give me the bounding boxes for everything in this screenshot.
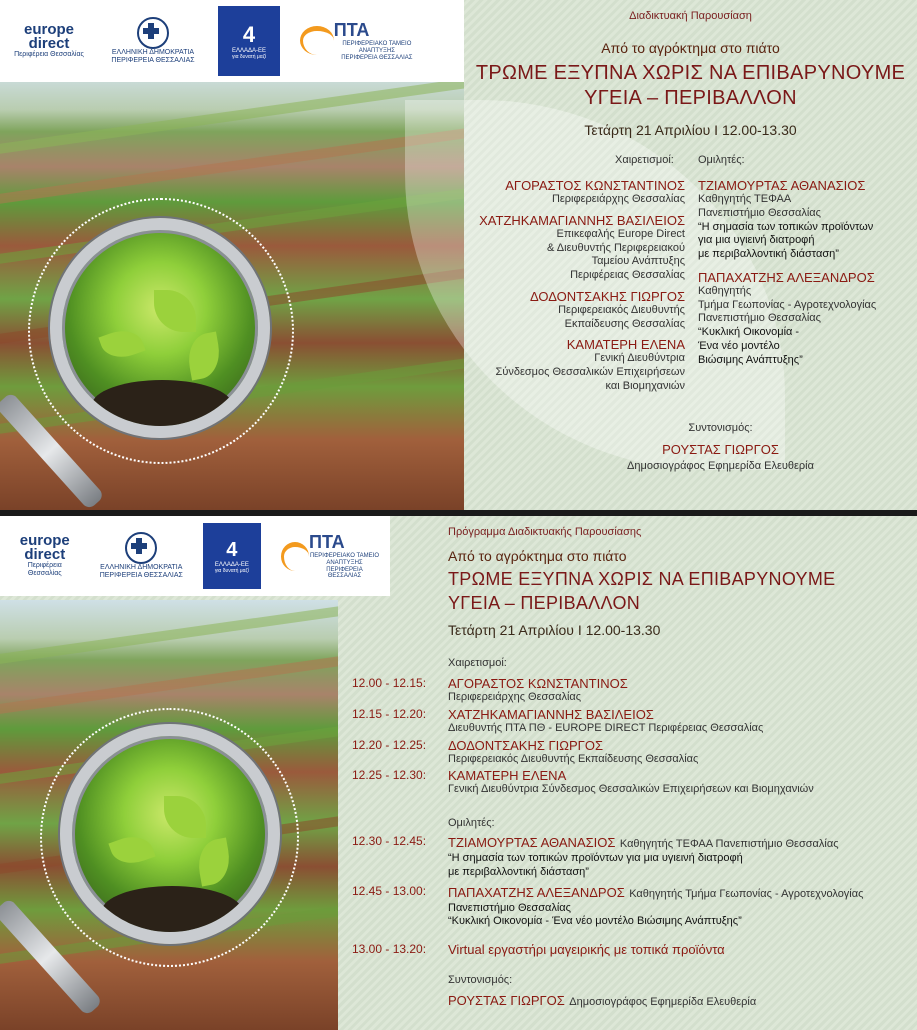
person-role: Πανεπιστήμιο Θεσσαλίας <box>698 312 821 325</box>
person-role: Περιφερειάρχης Θεσσαλίας <box>551 193 685 205</box>
seedling-leaf-icon <box>164 796 206 838</box>
schedule-details <box>448 834 839 880</box>
greeting-entry <box>385 289 685 332</box>
talk-title: “Η σημασία των τοπικών προϊόντων για μια υγιεινή διατροφή <box>448 852 743 864</box>
person-role: Τμήμα Γεωπονίας - Αγροτεχνολογίας <box>698 298 877 311</box>
greek-emblem-icon <box>137 17 169 49</box>
moderator-row <box>448 992 756 1010</box>
greek-emblem-icon <box>125 532 157 564</box>
subtitle: Από το αγρόκτημα στο πιάτο <box>601 40 780 56</box>
schedule-time: 12.15 - 12.20: <box>352 706 427 721</box>
event-date: Τετάρτη 21 Απριλίου I 12.00-13.30 <box>584 122 797 138</box>
person-name: ΠΑΠΑΧΑΤΖΗΣ ΑΛΕΞΑΝΔΡΟΣ <box>698 269 875 285</box>
schedule-details <box>448 884 863 930</box>
speaker-line <box>448 884 863 902</box>
person-role: Περιφερειακός Διευθυντής Εκπαίδευσης Θεσσαλίας <box>448 752 699 765</box>
person-name: ΚΑΜΑΤΕΡΗ ΕΛΕΝΑ <box>448 768 567 784</box>
schedule-details <box>448 676 628 705</box>
person-name: ΠΑΠΑΧΑΤΖΗΣ ΑΛΕΞΑΝΔΡΟΣ <box>448 884 625 900</box>
workshop-time: 13.00 - 13.20: <box>352 942 427 956</box>
espa-logo: 4 ΕΛΛΑΔΑ-ΕΕ για δυνατή μαζί <box>218 6 280 76</box>
person-role: Καθηγητής ΤΕΦΑΑ <box>698 193 792 205</box>
greetings-list <box>385 178 685 400</box>
schedule-row <box>352 834 912 880</box>
pta-logo: ΠΤΑ ΠΕΡΙΦΕΡΕΙΑΚΟ ΤΑΜΕΙΟ ΑΝΑΠΤΥΞΗΣ ΠΕΡΙΦΕΡΕΙΑ ΘΕΣΣΑΛΙΑΣ <box>281 532 380 581</box>
person-name: ΧΑΤΖΗΚΑΜΑΓΙΑΝΝΗΣ ΒΑΣΙΛΕΙΟΣ <box>448 706 654 722</box>
schedule-details <box>448 738 698 767</box>
espa-logo: 4 ΕΛΛΑΔΑ-ΕΕ για δυνατή μαζί <box>203 523 261 589</box>
hellenic-republic-logo: ΕΛΛΗΝΙΚΗ ΔΗΜΟΚΡΑΤΙΑ ΠΕΡΙΦΕΡΕΙΑ ΘΕΣΣΑΛΙΑΣ <box>100 532 183 580</box>
poster-overview <box>0 0 917 510</box>
subtitle: Από το αγρόκτημα στο πιάτο <box>448 548 627 564</box>
talk-title: με περιβαλλοντική διάσταση” <box>448 865 589 878</box>
moderator-role: Δημοσιογράφος Εφημερίδα Ελευθερία <box>627 460 814 472</box>
speakers-label: Ομιλητές: <box>698 154 745 166</box>
greetings-label: Χαιρετισμοί: <box>615 154 674 166</box>
workshop-text: Virtual εργαστήρι μαγειρικής με τοπικά προϊόντα <box>448 942 725 957</box>
person-role: Περιφέρειας Θεσσαλίας <box>570 269 685 281</box>
event-date: Τετάρτη 21 Απριλίου I 12.00-13.30 <box>448 622 661 638</box>
person-role: Εκπαίδευσης Θεσσαλίας <box>564 317 685 330</box>
talk-title: “Η σημασία των τοπικών προϊόντων <box>698 220 874 233</box>
magnifier-seedling-image <box>50 218 270 438</box>
greetings-schedule <box>352 676 912 799</box>
header-label: Πρόγραμμα Διαδικτυακής Παρουσίασης <box>448 526 642 538</box>
title-line-1: ΤΡΩΜΕ ΕΞΥΠΝΑ ΧΩΡΙΣ ΝΑ ΕΠΙΒΑΡΥΝΟΥΜΕ <box>475 62 906 84</box>
title-line-2: ΥΓΕΙΑ – ΠΕΡΙΒΑΛΛΟΝ <box>584 87 797 109</box>
talk-title: για μια υγιεινή διατροφή <box>698 234 815 247</box>
person-role: Καθηγητής ΤΕΦΑΑ Πανεπιστήμιο Θεσσαλίας <box>619 838 839 850</box>
person-role: και Βιομηχανιών <box>605 379 685 392</box>
moderator-label: Συντονισμός: <box>448 974 513 986</box>
schedule-row <box>352 768 912 797</box>
header-label: Διαδικτυακή Παρουσίαση <box>629 10 752 22</box>
schedule-time: 12.45 - 13.00: <box>352 883 427 898</box>
person-name: ΤΖΙΑΜΟΥΡΤΑΣ ΑΘΑΝΑΣΙΟΣ <box>698 178 866 193</box>
schedule-time: 12.20 - 12.25: <box>352 737 427 752</box>
schedule-row <box>352 676 912 705</box>
person-name: ΑΓΟΡΑΣΤΟΣ ΚΩΝΣΤΑΝΤΙΝΟΣ <box>505 178 685 193</box>
pta-arc-icon <box>281 542 309 571</box>
talk-title: Βιώσιμης Ανάπτυξης” <box>698 353 803 366</box>
speaker-line <box>448 834 839 852</box>
title-line-1: ΤΡΩΜΕ ΕΞΥΠΝΑ ΧΩΡΙΣ ΝΑ ΕΠΙΒΑΡΥΝΟΥΜΕ <box>448 569 836 589</box>
person-role: Γενική Διευθύντρια <box>594 352 685 365</box>
magnifier-seedling-image <box>60 724 280 944</box>
person-role: Επικεφαλής Europe Direct <box>556 227 685 240</box>
poster-programme <box>0 516 917 1030</box>
schedule-details <box>448 768 814 797</box>
person-name: ΑΓΟΡΑΣΤΟΣ ΚΩΝΣΤΑΝΤΙΝΟΣ <box>448 676 628 691</box>
speakers-schedule <box>352 834 912 933</box>
person-name: ΔΟΔΟΝΤΣΑΚΗΣ ΓΙΩΡΓΟΣ <box>448 737 603 753</box>
person-role: Ταμείου Ανάπτυξης <box>591 255 685 268</box>
logo-bar <box>0 516 390 596</box>
person-role: Περιφερειάρχης Θεσσαλίας <box>448 691 582 703</box>
schedule-time: 12.00 - 12.15: <box>352 676 427 690</box>
person-name: ΚΑΜΑΤΕΡΗ ΕΛΕΝΑ <box>566 337 685 353</box>
person-role: Σύνδεσμος Θεσσαλικών Επιχειρήσεων <box>495 366 685 378</box>
moderator-label: Συντονισμός: <box>688 422 753 434</box>
schedule-time: 12.30 - 12.45: <box>352 834 427 848</box>
title-line-2: ΥΓΕΙΑ – ΠΕΡΙΒΑΛΛΟΝ <box>448 593 641 613</box>
schedule-details <box>448 707 763 736</box>
schedule-row <box>352 884 912 930</box>
moderator-name: ΡΟΥΣΤΑΣ ΓΙΩΡΓΟΣ <box>662 442 779 457</box>
person-role: & Διευθυντής Περιφερειακού <box>547 241 685 254</box>
person-role: Καθηγητής <box>698 284 752 297</box>
europe-direct-logo: europe direct Περιφέρεια Θεσσαλίας <box>19 531 70 578</box>
person-name: ΧΑΤΖΗΚΑΜΑΓΙΑΝΝΗΣ ΒΑΣΙΛΕΙΟΣ <box>479 212 685 228</box>
greeting-entry <box>385 213 685 283</box>
hellenic-republic-logo: ΕΛΛΗΝΙΚΗ ΔΗΜΟΚΡΑΤΙΑ ΠΕΡΙΦΕΡΕΙΑ ΘΕΣΣΑΛΙΑΣ <box>108 17 198 65</box>
person-role: Διευθυντής ΠΤΑ ΠΘ - EUROPE DIRECT Περιφέρειας Θεσσαλίας <box>448 721 764 734</box>
schedule-time: 12.25 - 12.30: <box>352 768 427 783</box>
person-role: Περιφερειακός Διευθυντής <box>558 303 685 316</box>
talk-title: “Κυκλική Οικονομία - <box>698 326 800 338</box>
moderator-name: ΡΟΥΣΤΑΣ ΓΙΩΡΓΟΣ <box>448 993 565 1008</box>
person-name: ΤΖΙΑΜΟΥΡΤΑΣ ΑΘΑΝΑΣΙΟΣ <box>448 835 616 850</box>
seedling-leaf-icon <box>154 290 196 332</box>
speakers-label: Ομιλητές: <box>448 817 495 829</box>
speaker-entry <box>698 178 910 262</box>
talk-title: “Κυκλική Οικονομία - Ένα νέο μοντέλο Βιώσιμης Ανάπτυξης” <box>448 915 742 928</box>
person-role: Γενική Διευθύντρια Σύνδεσμος Θεσσαλικών Επιχειρήσεων και Βιομηχανιών <box>448 783 814 796</box>
greetings-label: Χαιρετισμοί: <box>448 657 507 669</box>
greeting-entry <box>385 337 685 393</box>
greeting-entry <box>385 178 685 207</box>
talk-title: Ένα νέο μοντέλο <box>698 339 780 352</box>
talk-title: Πανεπιστήμιο Θεσσαλίας <box>448 901 571 914</box>
pta-arc-icon <box>300 26 334 55</box>
speakers-list <box>698 178 910 375</box>
schedule-row <box>352 738 912 767</box>
schedule-row <box>352 707 912 736</box>
speaker-entry <box>698 270 910 368</box>
person-name: ΔΟΔΟΝΤΣΑΚΗΣ ΓΙΩΡΓΟΣ <box>530 288 685 304</box>
person-role: Καθηγητής Τμήμα Γεωπονίας - Αγροτεχνολογίας <box>629 887 864 900</box>
moderator-role: Δημοσιογράφος Εφημερίδα Ελευθερία <box>569 996 757 1008</box>
workshop-row <box>352 942 912 957</box>
logo-bar <box>0 0 464 82</box>
talk-title: με περιβαλλοντική διάσταση” <box>698 248 839 260</box>
person-role: Πανεπιστήμιο Θεσσαλίας <box>698 206 821 219</box>
pta-logo: ΠΤΑ ΠΕΡΙΦΕΡΕΙΑΚΟ ΤΑΜΕΙΟ ΑΝΑΠΤΥΞΗΣ ΠΕΡΙΦΕΡΕΙΑ ΘΕΣΣΑΛΙΑΣ <box>300 20 420 62</box>
europe-direct-logo: europe direct Περιφέρεια Θεσσαλίας <box>14 20 84 59</box>
